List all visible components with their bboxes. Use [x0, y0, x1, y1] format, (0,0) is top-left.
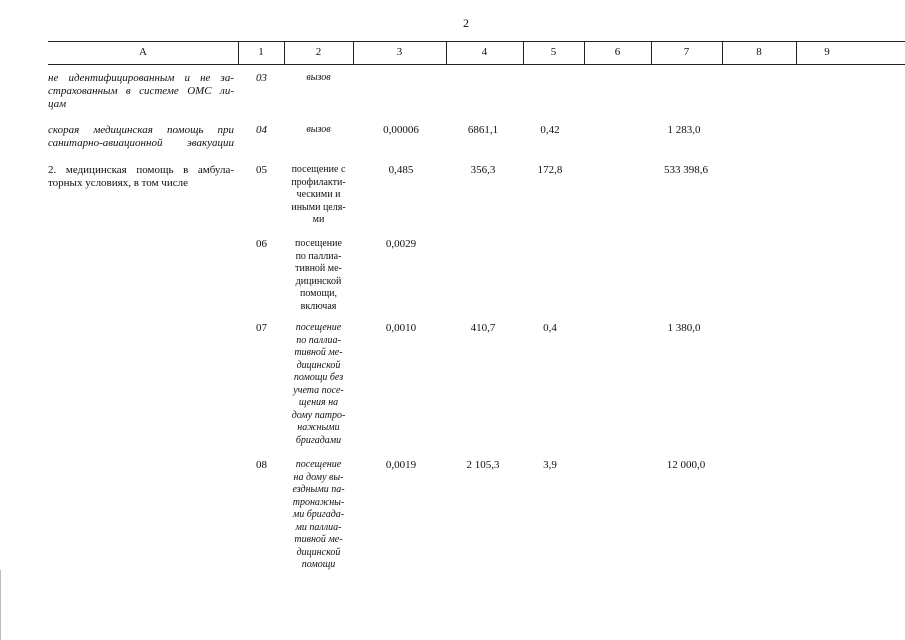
row-unit-line: ездными па- — [292, 484, 345, 495]
row-value-3: 0,0029 — [385, 238, 417, 250]
column-header-5: 5 — [550, 46, 557, 58]
column-header-7: 7 — [683, 46, 690, 58]
row-unit-line: по паллиа- — [295, 250, 342, 262]
row-unit-line: посещение с — [291, 164, 346, 175]
row-label-line: 2. медицинская помощь в амбула- — [48, 164, 234, 176]
row-label-line: торных условиях, в том числе — [48, 177, 188, 189]
column-header-3: 3 — [396, 46, 403, 58]
row-unit-line: помощи, — [299, 288, 338, 299]
row-label-line: скорая медицинская помощь при — [48, 124, 234, 136]
row-label-line: цам — [48, 98, 67, 110]
row-unit-line: тивной ме- — [294, 347, 343, 358]
row-label — [48, 124, 234, 150]
row-value-4: 6861,1 — [467, 124, 499, 136]
row-unit-line: вызов — [306, 72, 331, 83]
row-code: 08 — [256, 459, 267, 471]
row-unit-line: ми паллиа- — [295, 521, 342, 533]
row-unit-line: помощи — [301, 559, 336, 570]
row-unit-line: нажными — [297, 422, 340, 433]
row-unit-line: тивной ме- — [295, 263, 342, 274]
row-value-4: 410,7 — [470, 322, 496, 334]
row-unit — [284, 459, 353, 572]
row-code: 04 — [256, 124, 267, 136]
row-value-7: 1 380,0 — [667, 322, 701, 334]
row-unit-line: иными целя- — [291, 201, 346, 213]
row-value-4: 2 105,3 — [466, 459, 500, 471]
row-unit — [284, 72, 353, 85]
column-header-6: 6 — [614, 46, 621, 58]
scan-edge — [0, 570, 1, 640]
row-unit-line: посещение — [295, 238, 342, 249]
row-unit — [284, 322, 353, 447]
row-unit-line: посещение — [295, 459, 342, 470]
row-value-4: 356,3 — [470, 164, 496, 176]
row-label-line: страхованным в системе ОМС ли- — [48, 85, 234, 97]
row-value-5: 0,42 — [540, 124, 560, 136]
row-unit-line: тронажны- — [292, 496, 345, 508]
row-unit-line: включая — [300, 300, 337, 312]
row-label — [48, 164, 234, 190]
row-unit-line: ми — [312, 214, 325, 225]
row-unit-line: дицинской — [296, 359, 341, 371]
row-unit-line: ми бригада- — [292, 509, 345, 520]
row-value-3: 0,00006 — [383, 124, 419, 136]
row-unit — [284, 124, 353, 137]
row-unit-line: щения на — [298, 397, 339, 408]
row-value-3: 0,0019 — [385, 459, 417, 471]
row-value-5: 172,8 — [537, 164, 563, 176]
row-value-3: 0,0010 — [385, 322, 417, 334]
row-code: 06 — [256, 238, 267, 250]
row-unit-line: учета посе- — [293, 384, 344, 396]
row-value-7: 12 000,0 — [666, 459, 706, 471]
row-unit-line: дому патро- — [291, 409, 346, 421]
row-label — [48, 72, 234, 111]
row-unit-line: профилакти- — [291, 176, 346, 188]
row-code: 03 — [256, 72, 267, 84]
row-unit-line: посещение — [295, 322, 342, 333]
row-value-7: 1 283,0 — [667, 124, 701, 136]
row-value-5: 3,9 — [543, 459, 557, 471]
row-unit — [284, 238, 353, 313]
row-value-7: 533 398,6 — [664, 164, 708, 176]
row-unit-line: вызов — [306, 124, 331, 135]
column-header-4: 4 — [481, 46, 488, 58]
row-unit-line: на дому вы- — [293, 471, 344, 483]
column-header-9: 9 — [824, 46, 830, 58]
row-label-line: не идентифицированным и не за- — [48, 72, 234, 84]
row-unit-line: дицинской — [295, 275, 342, 287]
row-value-3: 0,485 — [388, 164, 414, 176]
page-number: 2 — [463, 16, 469, 30]
row-label-line: санитарно-авиационной эвакуации — [48, 137, 234, 149]
column-header-8: 8 — [756, 46, 762, 58]
row-unit-line: ческими и — [296, 189, 341, 200]
header-bottom-rule — [48, 64, 905, 65]
row-unit-line: тивной ме- — [294, 534, 343, 545]
column-header-1: 1 — [258, 46, 264, 58]
header-top-rule — [48, 41, 905, 42]
row-value-5: 0,4 — [543, 322, 557, 334]
row-code: 05 — [256, 164, 267, 176]
row-unit-line: помощи без — [293, 372, 344, 383]
row-unit-line: дицинской — [296, 546, 341, 558]
column-header-2: 2 — [315, 46, 322, 58]
column-header-a: А — [139, 46, 147, 58]
row-unit-line: по паллиа- — [296, 334, 341, 346]
row-unit — [284, 164, 353, 227]
row-unit-line: бригадами — [295, 434, 342, 446]
row-code: 07 — [256, 322, 267, 334]
